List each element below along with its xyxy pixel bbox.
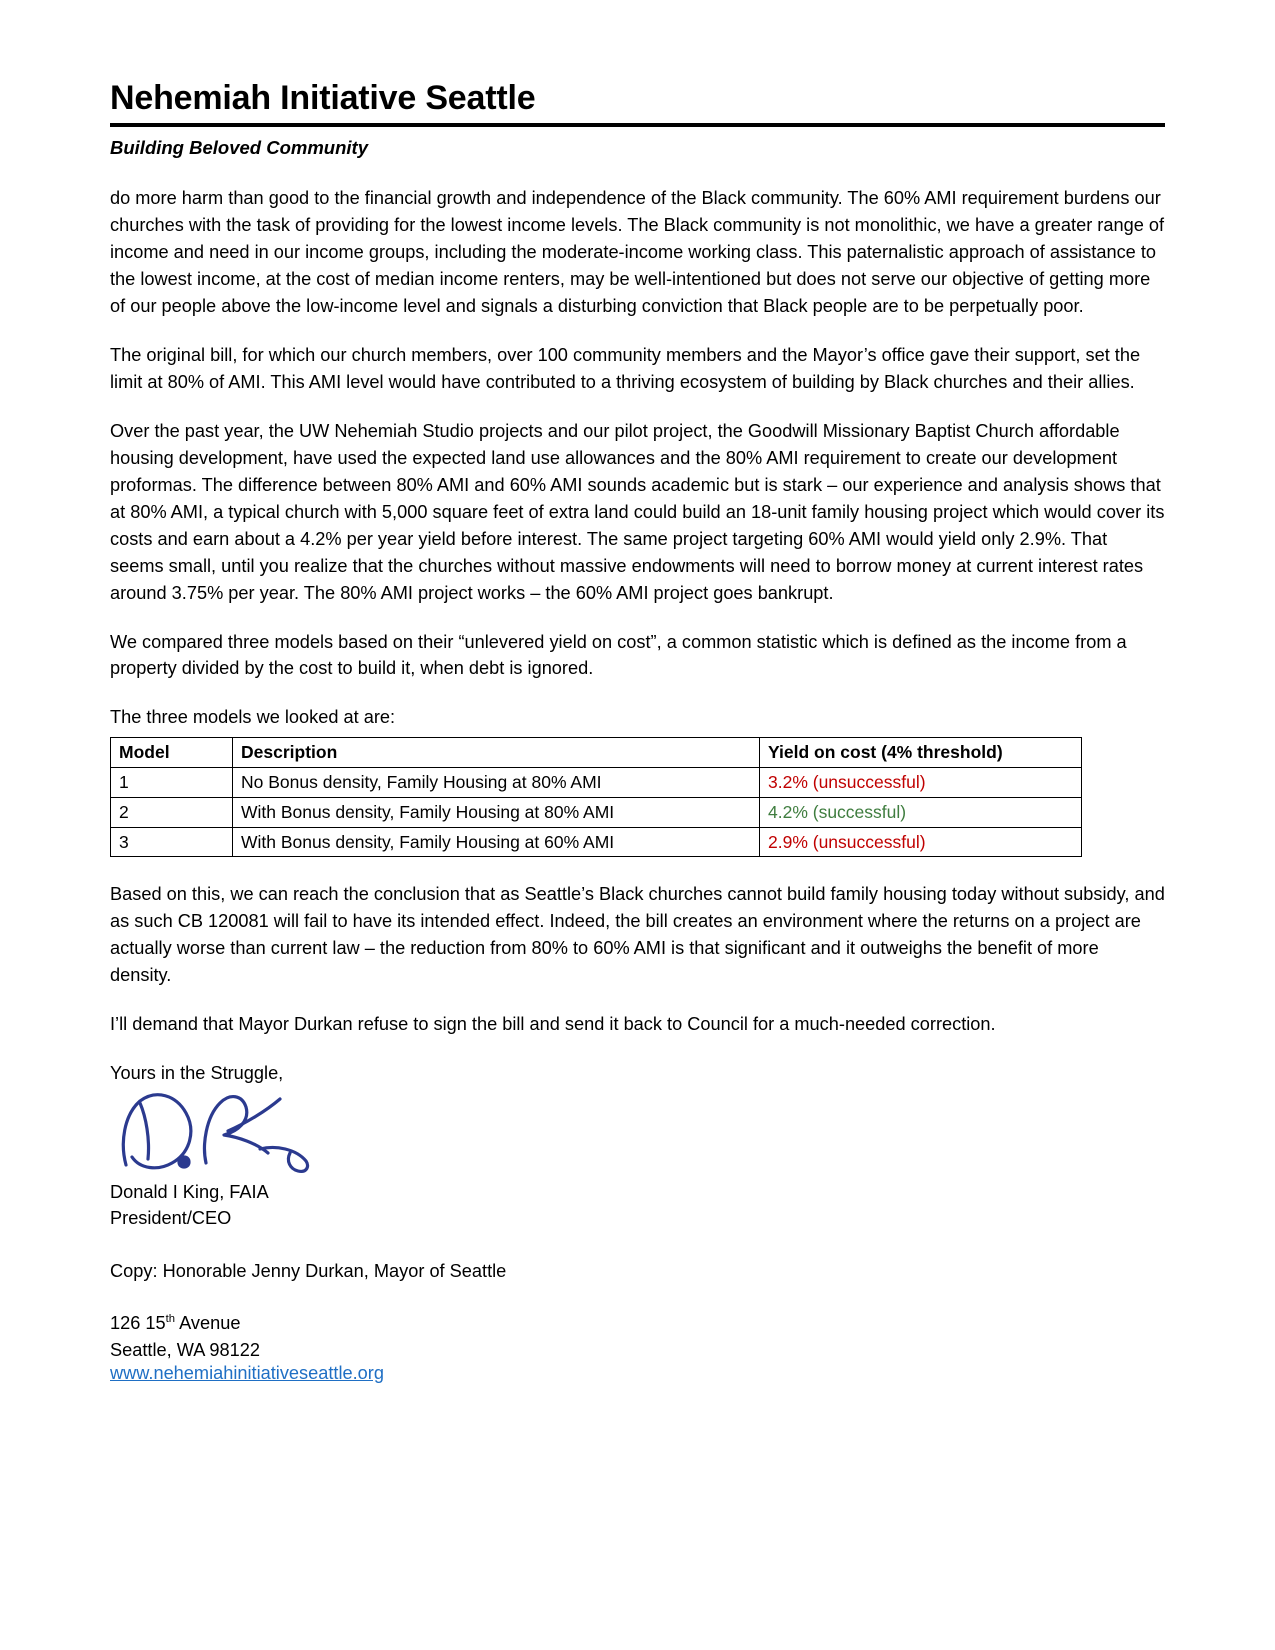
closing-line: Yours in the Struggle,	[110, 1063, 284, 1084]
cell-model: 1	[111, 768, 233, 798]
paragraph-5: Based on this, we can reach the conclusion that as Seattle’s Black churches cannot build family housing today without subsidy, and as such CB 120081 will fail to have its intended effect. Indeed, the bill creates an environment where the returns on a project are actually worse than current law – the reduction from 80% to 60% AMI is that significant and it outweighs the benefit of more density.	[110, 884, 1165, 986]
address-street-number: 126 15	[110, 1313, 166, 1334]
paragraph-1: do more harm than good to the financial growth and independence of the Black community. The 60% AMI requirement burdens our churches with the task of providing for the lowest income levels. The Black community is not monolithic, we have a greater range of income and need in our income groups, including the moderate-income working class. This paternalistic approach of assistance to the lowest income, at the cost of median income renters, may be well-intentioned but does not serve our objective of getting more of our people above the low-income level and signals a disturbing conviction that Black people are to be perpetually poor.	[110, 188, 1165, 317]
paragraph-2: The original bill, for which our church members, over 100 community members and the Mayor’s office gave their support, set the limit at 80% of AMI. This AMI level would have contributed to a thriving ecosystem of building by Black churches and their allies.	[110, 345, 1141, 393]
signature-image	[110, 1093, 1165, 1179]
organization-title: Nehemiah Initiative Seattle	[110, 79, 536, 117]
table-header-yield: Yield on cost (4% threshold)	[760, 738, 1082, 768]
signer-title: President/CEO	[110, 1208, 232, 1229]
models-table	[110, 737, 1082, 857]
address-line-2: Seattle, WA 98122	[110, 1339, 260, 1360]
cell-yield: 4.2% (successful)	[760, 797, 1082, 827]
table-intro: The three models we looked at are:	[110, 707, 396, 728]
cell-yield: 3.2% (unsuccessful)	[760, 768, 1082, 798]
organization-tagline: Building Beloved Community	[110, 137, 368, 159]
paragraph-6: I’ll demand that Mayor Durkan refuse to sign the bill and send it back to Council for a much-needed correction.	[110, 1014, 996, 1035]
cell-description: With Bonus density, Family Housing at 80% AMI	[233, 797, 760, 827]
table-row	[111, 768, 1082, 798]
cell-model: 2	[111, 797, 233, 827]
address-ordinal-suffix: th	[165, 1313, 176, 1326]
header-divider	[110, 123, 1165, 127]
address-line-1	[110, 1310, 1165, 1336]
cell-description: With Bonus density, Family Housing at 60% AMI	[233, 827, 760, 857]
cell-description: No Bonus density, Family Housing at 80% AMI	[233, 768, 760, 798]
website-link[interactable]: www.nehemiahinitiativeseattle.org	[110, 1362, 384, 1383]
paragraph-3: Over the past year, the UW Nehemiah Studio projects and our pilot project, the Goodwill Missionary Baptist Church affordable housing development, have used the expected land use allowances and the 80% AMI requirement to create our development proformas. The difference between 80% AMI and 60% AMI sounds academic but is stark – our experience and analysis shows that at 80% AMI, a typical church with 5,000 square feet of extra land could build an 18-unit family housing project which would cover its costs and earn about a 4.2% per year yield before interest. The same project targeting 60% AMI would yield only 2.9%. That seems small, until you realize that the churches without massive endowments will need to borrow money at current interest rates around 3.75% per year. The 80% AMI project works – the 60% AMI project goes bankrupt.	[110, 420, 1165, 603]
table-row	[111, 827, 1082, 857]
signer-name: Donald I King, FAIA	[110, 1181, 269, 1202]
paragraph-4: We compared three models based on their “unlevered yield on cost”, a common statistic which is defined as the income from a property divided by the cost to build it, when debt is ignored.	[110, 631, 1127, 679]
table-header-model: Model	[111, 738, 233, 768]
address-street-rest: Avenue	[175, 1313, 241, 1334]
table-header-description: Description	[233, 738, 760, 768]
copy-line: Copy: Honorable Jenny Durkan, Mayor of Seattle	[110, 1260, 507, 1281]
table-header-row	[111, 738, 1082, 768]
table-row	[111, 797, 1082, 827]
signature-icon	[110, 1087, 330, 1183]
cell-model: 3	[111, 827, 233, 857]
cell-yield: 2.9% (unsuccessful)	[760, 827, 1082, 857]
